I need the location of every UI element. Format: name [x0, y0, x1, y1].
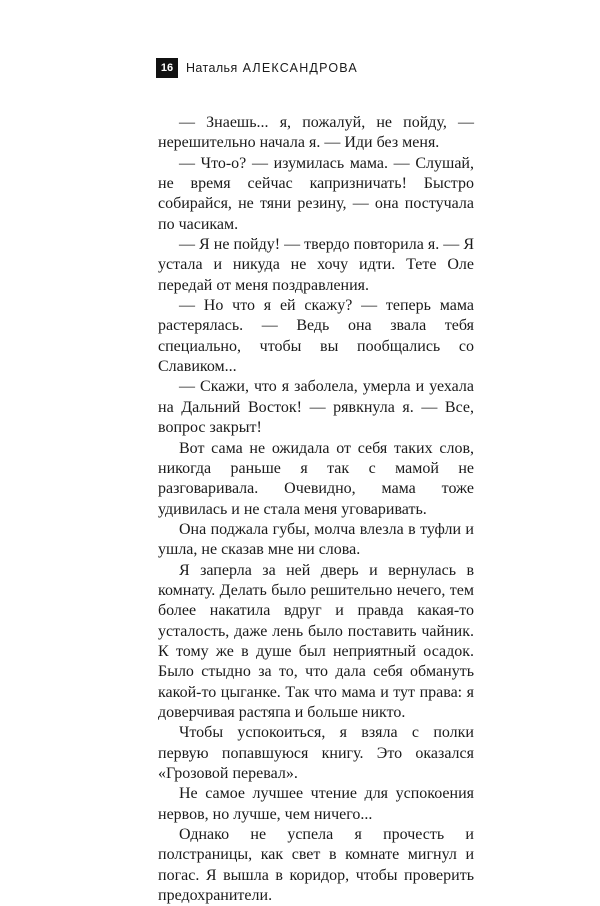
paragraph-6: Вот сама не ожидала от себя таких слов, никогда раньше я так с мамой не разговаривала. Очевидно, мама тоже удивилась и не стала меня уговаривать. [158, 439, 474, 518]
author-name [186, 61, 358, 75]
page-number: 16 [156, 58, 178, 78]
paragraph-1: — Знаешь... я, пожалуй, не пойду, — нерешительно начала я. — Иди без меня. [158, 114, 474, 152]
paragraph-10: Не самое лучшее чтение для успокоения нервов, но лучше, чем ничего... [158, 785, 474, 823]
paragraph-8: Я заперла за ней дверь и вернулась в комнату. Делать было решительно нечего, тем более накатила вдруг и правда какая-то усталость, даже лень было поставить чайник. К тому же в душе был неприятный осадок. Было стыдно за то, что дала себя обмануть какой-то цыганке. Так что мама и тут права: я доверчивая растяпа и больше никто. [158, 561, 474, 721]
running-head [156, 58, 358, 78]
paragraph-11: Однако не успела я прочесть и полстраницы, как свет в комнате мигнул и погас. Я вышла в коридор, чтобы проверить предохранители. [158, 826, 474, 905]
paragraph-7: Она поджала губы, молча влезла в туфли и ушла, не сказав мне ни слова. [158, 520, 474, 559]
body-text [158, 113, 474, 906]
paragraph-4: — Но что я ей скажу? — теперь мама растерялась. — Ведь она звала тебя специально, чтобы вы пообщались со Славиком... [158, 297, 474, 376]
paragraph-3: — Я не пойду! — твердо повторила я. — Я устала и никуда не хочу идти. Тете Оле передай от меня поздравления. [158, 236, 474, 294]
paragraph-9: Чтобы успокоиться, я взяла с полки первую попавшуюся книгу. Это оказался «Грозовой перевал». [158, 724, 474, 782]
paragraph-5: — Скажи, что я заболела, умерла и уехала на Дальний Восток! — рявкнула я. — Все, вопрос закрыт! [158, 378, 474, 437]
author-last-name: АЛЕКСАНДРОВА [242, 61, 358, 75]
paragraph-2: — Что-о? — изумилась мама. — Слушай, не время сейчас капризничать! Быстро собирайся, не тяни резину, — она постучала по часикам. [158, 154, 474, 233]
author-first-name: Наталья [186, 61, 238, 75]
